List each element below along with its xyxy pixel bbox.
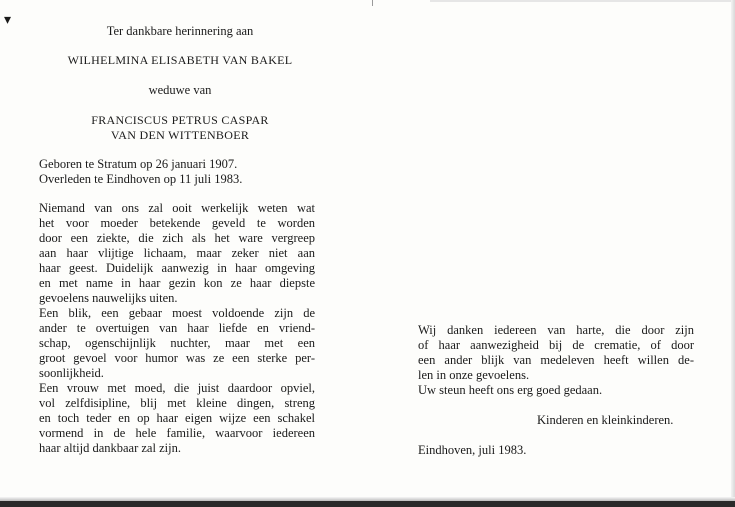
spouse-name-line2: VAN DEN WITTENBOER — [110, 128, 250, 142]
corner-mark: ▾ — [4, 13, 12, 28]
place-date-text: Eindhoven, juli 1983. — [418, 443, 527, 457]
text-line: vormend in de hele familie, waarvoor iedereen — [39, 426, 315, 440]
card-bottom-edge — [0, 501, 735, 507]
text-line: soonlijkheid. — [39, 366, 104, 380]
text-line: en met name in haar gezin kon ze haar diepste — [39, 276, 315, 290]
thanks-line: een ander blijk van medeleven heeft willen de- — [418, 353, 694, 367]
spouse-name-line1: FRANCISCUS PETRUS CASPAR — [91, 113, 269, 127]
death-line: Overleden te Eindhoven op 11 juli 1983. — [39, 172, 243, 186]
text-line: door een ziekte, die zich als het ware vergreep — [39, 231, 315, 245]
text-line: Niemand van ons zal ooit werkelijk weten wat — [39, 201, 315, 215]
text-line: haar altijd dankbaar zal zijn. — [39, 441, 181, 455]
thanks-line: of haar aanwezigheid bij de crematie, of door — [418, 338, 694, 352]
text-line: schap, ogenschijnlijk nuchter, maar met een — [39, 336, 315, 350]
deceased-name: WILHELMINA ELISABETH VAN BAKEL — [67, 53, 293, 67]
fold-mark — [372, 0, 373, 6]
intro-text: Ter dankbare herinnering aan — [106, 24, 254, 38]
text-line: het voor moeder betekende geveld te worden — [39, 216, 315, 230]
thanks-line: Uw steun heeft ons erg goed gedaan. — [418, 383, 603, 397]
birth-line: Geboren te Stratum op 26 januari 1907. — [39, 157, 238, 171]
text-line: en toch teder en op haar eigen wijze een schakel — [39, 411, 315, 425]
text-line: Een vrouw met moed, die juist daardoor opviel, — [39, 381, 315, 395]
card-right-edge — [731, 0, 735, 507]
text-line: Een blik, een gebaar moest voldoende zijn de — [39, 306, 315, 320]
thanks-line: len in onze gevoelens. — [418, 368, 530, 382]
text-line: groot gevoel voor humor was ze een sterke per- — [39, 351, 315, 365]
text-line: aan haar vlijtige lichaam, maar zeker niet aan — [39, 246, 315, 260]
text-line: vol zelfdisipline, blij met kleine dingen, streng — [39, 396, 315, 410]
thanks-line: Wij danken iedereen van harte, die door zijn — [418, 323, 694, 337]
signature-text: Kinderen en kleinkinderen. — [537, 413, 674, 427]
text-line: haar geest. Duidelijk aanwezig in haar omgeving — [39, 261, 315, 275]
relation-text: weduwe van — [148, 83, 212, 97]
text-line: ander te overtuigen van haar liefde en vriend- — [39, 321, 315, 335]
top-edge-line — [430, 0, 735, 2]
text-line: gevoelens nauwelijks uiten. — [39, 291, 178, 305]
